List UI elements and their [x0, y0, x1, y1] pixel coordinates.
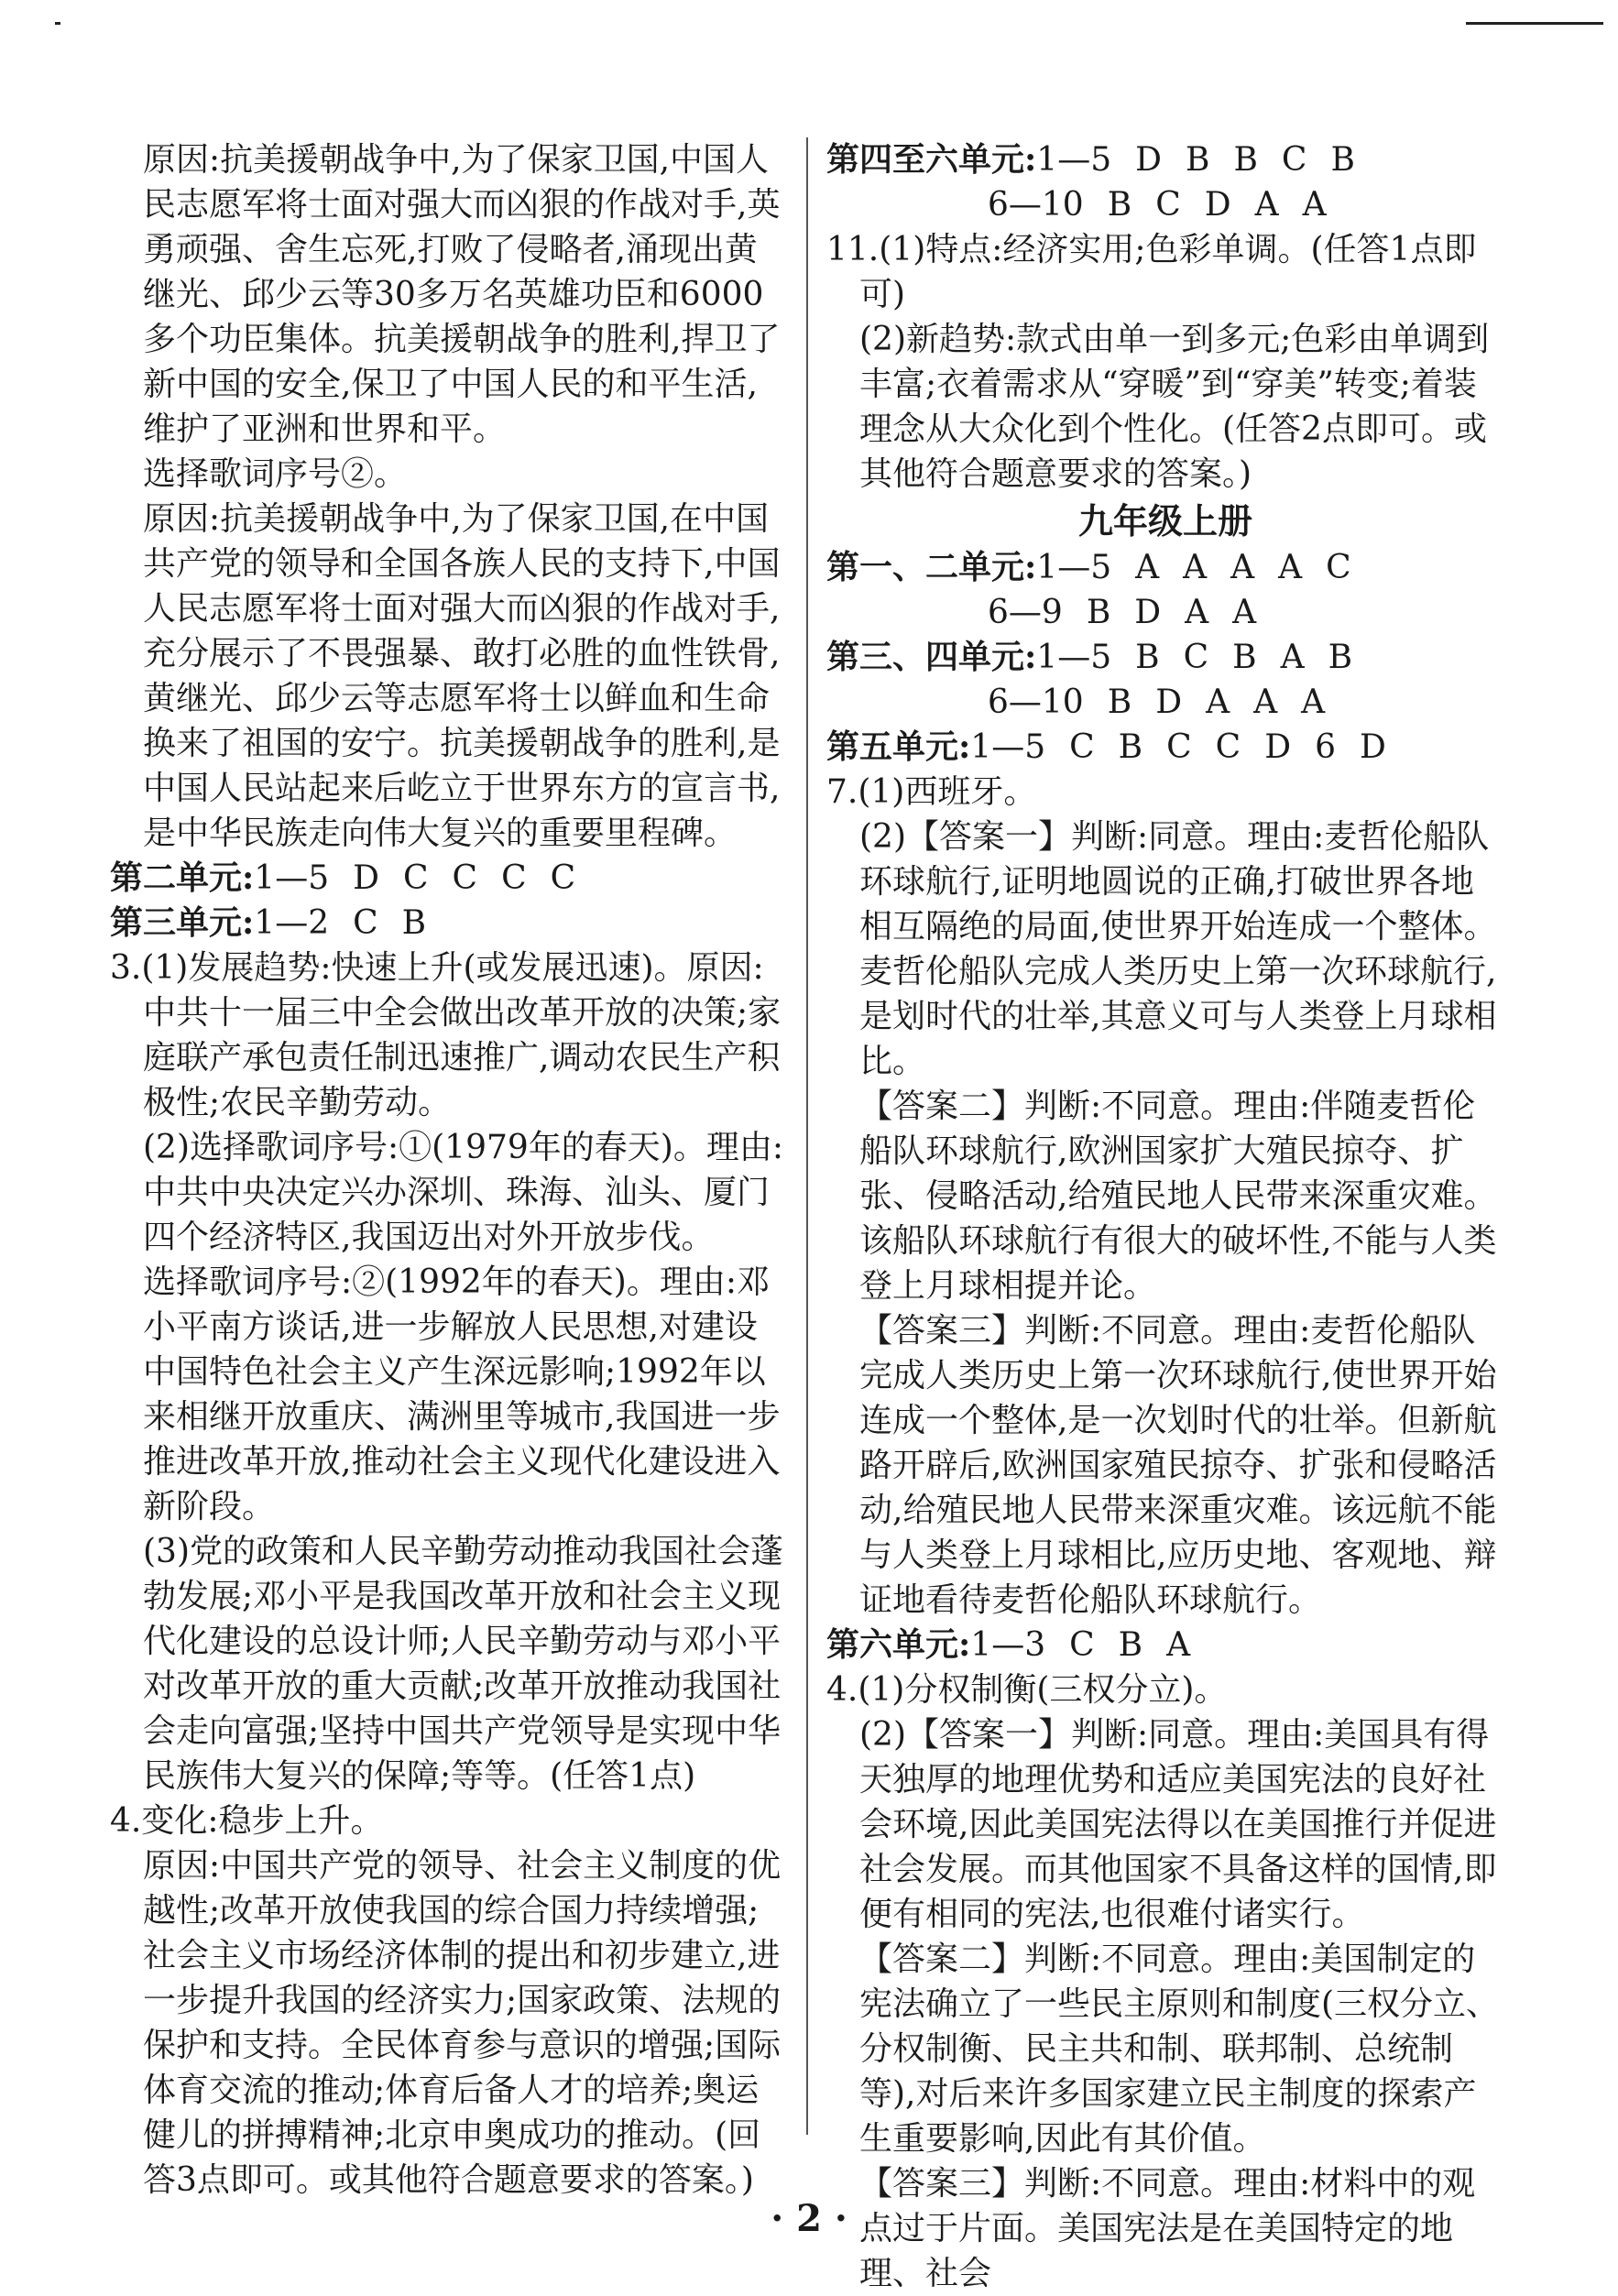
answer-key-row [826, 545, 1504, 590]
answer-letter: C [1215, 728, 1241, 766]
answer-letter: C [1166, 728, 1192, 766]
answer-letter: B [1118, 728, 1143, 766]
answer-paragraph: 【答案二】判断:不同意。理由:美国制定的宪法确立了一些民主原则和制度(三权分立、分权制衡、民主共和制、联邦制、总统制等),对后来许多国家建立民主制度的探索产生重要影响,因此有其价值。 [859, 1941, 1500, 2158]
answer-letter: A [1253, 683, 1278, 721]
unit-label: 第四至六单元: [826, 140, 1037, 179]
question-range: 1—5 [1036, 549, 1112, 586]
answer-paragraph: 4.变化:稳步上升。 [110, 1802, 384, 1840]
answer-letter: C [1281, 141, 1307, 179]
answer-letter: A [1183, 549, 1208, 586]
answer-key-row [826, 590, 1504, 635]
page-number: · 2 · [771, 2197, 847, 2240]
question-range: 6—9 [988, 594, 1063, 631]
answer-key-row [110, 901, 788, 946]
answer-letter: C [1326, 549, 1351, 586]
answer-letter: A [1232, 594, 1257, 631]
right-column [826, 137, 1504, 2296]
answer-letter: A [1254, 186, 1279, 224]
answer-letter: B [1107, 683, 1132, 721]
left-column [110, 137, 788, 2203]
answer-letter: A [1206, 683, 1230, 721]
answer-paragraph: 【答案三】判断:不同意。理由:材料中的观点过于片面。美国宪法是在美国特定的地理、社会 [859, 2165, 1476, 2292]
question-range: 1—3 [970, 1626, 1046, 1664]
section-heading: 九年级上册 [1077, 500, 1252, 541]
answer-paragraph: 原因:抗美援朝战争中,为了保家卫国,在中国共产党的领导和全国各族人民的支持下,中国人民志愿军将士面对强大而凶狠的作战对手,充分展示了不畏强暴、敢打必胜的血性铁骨,黄继光、邱少云等志愿军将士以鲜血和生命换来了祖国的安宁。抗美援朝战争的胜利,是中国人民站起来后屹立于世界东方的宣言书,是中华民族走向伟大复兴的重要里程碑。 [143, 500, 781, 852]
question-range: 6—10 [988, 186, 1084, 224]
question-range: 6—10 [988, 683, 1084, 721]
answer-letter: C [1183, 639, 1209, 676]
answer-letter: C [1155, 186, 1181, 224]
answer-paragraph: 4.(1)分权制衡(三权分立)。 [826, 1671, 1228, 1709]
answer-letter: B [1118, 1626, 1143, 1664]
answer-paragraph: 原因:中国共产党的领导、社会主义制度的优越性;改革开放使我国的综合国力持续增强;社会主义市场经济体制的提出和初步建立,进一步提升我国的经济实力;国家政策、法规的保护和支持。全民体育参与意识的增强;国际体育交流的推动;体育后备人才的培养;奥运健儿的拼搏精神;北京申奥成功的推动。(回答3点即可。或其他符合题意要求的答案。) [143, 1847, 782, 2199]
answer-paragraph: 【答案二】判断:不同意。理由:伴随麦哲伦船队环球航行,欧洲国家扩大殖民掠夺、扩张、侵略活动,给殖民地人民带来深重灾难。该船队环球航行有很大的破坏性,不能与人类登上月球相提并论。 [859, 1088, 1497, 1305]
answer-letter: C [501, 859, 527, 897]
answer-paragraph: (3)党的政策和人民辛勤劳动推动我国社会蓬勃发展;邓小平是我国改革开放和社会主义现代化建设的总设计师;人民辛勤劳动与邓小平对改革开放的重大贡献;改革开放推动我国社会走向富强;坚持中国共产党领导是实现中华民族伟大复兴的保障;等等。(任答1点) [143, 1533, 783, 1795]
answer-letter: A [1230, 549, 1255, 586]
answer-letter: 6 [1315, 728, 1336, 766]
answer-letter: C [1069, 728, 1095, 766]
answer-letter: B [1330, 141, 1355, 179]
unit-label: 第六单元: [826, 1625, 971, 1664]
answer-paragraph: (2)【答案一】判断:同意。理由:麦哲伦船队环球航行,证明地圆说的正确,打破世界各地相互隔绝的局面,使世界开始连成一个整体。麦哲伦船队完成人类历史上第一次环球航行,是划时代的壮举,其意义可与人类登上月球相比。 [859, 818, 1497, 1080]
question-range: 1—5 [1036, 639, 1112, 676]
answer-paragraph: 3.(1)发展趋势:快速上升(或发展迅速)。原因:中共十一届三中全会做出改革开放的决策;家庭联产承包责任制迅速推广,调动农民生产积极性;农民辛勤劳动。 [110, 949, 782, 1121]
unit-label: 第二单元: [110, 858, 255, 897]
top-margin-mark [55, 22, 60, 25]
top-margin-rule [1466, 22, 1603, 25]
unit-label: 第三单元: [110, 903, 255, 942]
answer-letter: C [452, 859, 478, 897]
answer-letter: D [1155, 683, 1183, 721]
answer-letter: D [1264, 728, 1292, 766]
answer-letter: B [1233, 141, 1258, 179]
answer-letter: C [402, 859, 429, 897]
question-range: 1—5 [1036, 141, 1112, 179]
answer-letter: B [1185, 141, 1210, 179]
column-divider [806, 137, 808, 2135]
answer-paragraph: 11.(1)特点:经济实用;色彩单调。(任答1点即可) [826, 231, 1477, 313]
unit-label: 第三、四单元: [826, 638, 1037, 676]
answer-key-row [826, 1623, 1504, 1667]
answer-letter: D [1134, 594, 1162, 631]
answer-letter: C [353, 904, 378, 942]
answer-paragraph: (2)选择歌词序号:①(1979年的春天)。理由:中共中央决定兴办深圳、珠海、汕头、厦门四个经济特区,我国迈出对外开放步伐。 [143, 1129, 783, 1256]
answer-key-row [826, 137, 1504, 182]
answer-paragraph: 选择歌词序号②。 [143, 455, 408, 493]
answer-letter: A [1278, 549, 1303, 586]
answer-letter: B [1107, 186, 1132, 224]
answer-key-row [826, 725, 1504, 770]
unit-label: 第五单元: [826, 727, 971, 766]
answer-letter: A [1280, 639, 1305, 676]
answer-letter: B [1328, 639, 1353, 676]
answer-letter: D [1360, 728, 1386, 766]
answer-letter: A [1135, 549, 1160, 586]
answer-letter: A [1185, 594, 1209, 631]
answer-key-row [826, 635, 1504, 680]
answer-key-row [826, 680, 1504, 725]
answer-letter: C [1069, 1626, 1095, 1664]
answer-paragraph: 【答案三】判断:不同意。理由:麦哲伦船队完成人类历史上第一次环球航行,使世界开始连成一个整体,是一次划时代的壮举。但新航路开辟后,欧洲国家殖民掠夺、扩张和侵略活动,给殖民地人民带来深重灾难。该远航不能与人类登上月球相比,应历史地、客观地、辩证地看待麦哲伦船队环球航行。 [859, 1312, 1497, 1619]
answer-letter: B [1135, 639, 1160, 676]
question-range: 1—2 [254, 904, 330, 942]
answer-paragraph: (2)新趋势:款式由单一到多元;色彩由单调到丰富;衣着需求从“穿暖”到“穿美”转变;着装理念从大众化到个性化。(任答2点即可。或其他符合题意要求的答案。) [859, 321, 1490, 493]
answer-paragraph: 原因:抗美援朝战争中,为了保家卫国,中国人民志愿军将士面对强大而凶狠的作战对手,英勇顽强、舍生忘死,打败了侵略者,涌现出黄继光、邱少云等30多万名英雄功臣和6000多个功臣集体。抗美援朝战争的胜利,捍卫了新中国的安全,保卫了中国人民的和平生活,维护了亚洲和世界和平。 [143, 141, 781, 448]
answer-letter: A [1301, 683, 1326, 721]
answer-paragraph: (2)【答案一】判断:同意。理由:美国具有得天独厚的地理优势和适应美国宪法的良好社会环境,因此美国宪法得以在美国推行并促进社会发展。而其他国家不具备这样的国情,即便有相同的宪法,也很难付诸实行。 [859, 1716, 1497, 1933]
answer-letter: B [1086, 594, 1111, 631]
answer-letter: B [401, 904, 427, 942]
answer-letter: D [1135, 141, 1162, 179]
answer-letter: A [1302, 186, 1327, 224]
answer-letter: C [550, 859, 576, 897]
unit-label: 第一、二单元: [826, 548, 1037, 586]
question-range: 1—5 [970, 728, 1046, 766]
answer-key-row [826, 182, 1504, 227]
answer-key-row [110, 856, 788, 901]
answer-letter: A [1166, 1626, 1191, 1664]
answer-paragraph: 7.(1)西班牙。 [826, 773, 1037, 811]
answer-letter: B [1232, 639, 1257, 676]
answer-letter: D [353, 859, 379, 897]
answer-paragraph: 选择歌词序号:②(1992年的春天)。理由:邓小平南方谈话,进一步解放人民思想,对建设中国特色社会主义产生深远影响;1992年以来相继开放重庆、满洲里等城市,我国进一步推进改革开放,推动社会主义现代化建设进入新阶段。 [143, 1263, 781, 1525]
question-range: 1—5 [254, 859, 330, 897]
answer-letter: D [1204, 186, 1231, 224]
